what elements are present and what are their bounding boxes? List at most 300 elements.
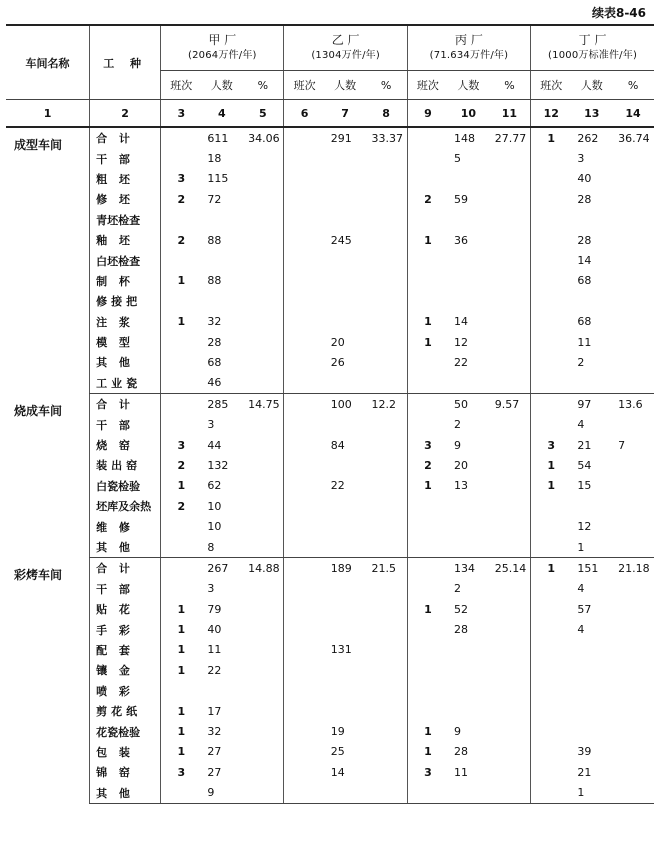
percent-cell (612, 619, 654, 639)
table-row (6, 291, 654, 311)
percent-cell: 7 (618, 438, 626, 452)
count-cell: 10 (207, 520, 222, 534)
percent-cell (365, 599, 407, 619)
count-cell: 19 (330, 725, 345, 739)
percent-cell (489, 169, 531, 189)
percent-cell (365, 496, 407, 516)
shift-cell (284, 558, 325, 579)
percent-cell (489, 148, 531, 168)
job-name: 手 彩 (90, 619, 161, 639)
job-name: 釉 坯 (90, 230, 161, 250)
count-cell: 151 (577, 561, 599, 575)
percent-cell (489, 619, 531, 639)
percent-cell (489, 455, 531, 475)
count-cell: 9 (454, 725, 462, 739)
count-cell: 22 (330, 479, 345, 493)
percent-cell (489, 230, 531, 250)
shift-cell (407, 271, 448, 291)
count-cell (448, 291, 489, 311)
job-name: 锦 窑 (90, 762, 161, 782)
percent-cell: 9.57 (494, 397, 520, 411)
percent-cell (489, 742, 531, 762)
percent-cell (365, 312, 407, 332)
shift-cell (531, 414, 572, 434)
column-number: 4 (201, 100, 242, 128)
job-name: 青坯检查 (90, 210, 161, 230)
count-cell (201, 681, 242, 701)
count-cell: 2 (577, 355, 585, 369)
percent-cell (365, 579, 407, 599)
percent-cell: 34.06 (248, 131, 280, 145)
column-number: 12 (531, 100, 572, 128)
shift-cell: 1 (531, 455, 572, 475)
table-row (6, 496, 654, 516)
count-cell: 148 (454, 131, 476, 145)
percent-cell (365, 169, 407, 189)
count-cell (571, 640, 612, 660)
percent-cell (242, 291, 284, 311)
count-cell (325, 619, 366, 639)
count-cell (448, 516, 489, 536)
shift-cell: 3 (161, 169, 202, 189)
percent-cell (489, 435, 531, 455)
shift-cell (531, 516, 572, 536)
percent-cell (365, 352, 407, 372)
count-cell: 32 (207, 315, 222, 329)
table-row (6, 230, 654, 250)
count-cell: 21 (577, 765, 592, 779)
percent-cell (242, 579, 284, 599)
percent-cell (489, 681, 531, 701)
percent-cell (242, 435, 284, 455)
percent-cell (242, 660, 284, 680)
percent-cell (242, 148, 284, 168)
shift-cell: 3 (161, 435, 202, 455)
percent-cell (612, 599, 654, 619)
shift-cell (407, 496, 448, 516)
count-cell (448, 169, 489, 189)
percent-cell (612, 537, 654, 558)
table-row (6, 394, 654, 415)
table-row (6, 721, 654, 741)
count-cell (448, 373, 489, 394)
count-cell: 88 (207, 233, 222, 247)
shift-cell (284, 579, 325, 599)
percent-cell (242, 352, 284, 372)
count-cell: 8 (201, 537, 242, 558)
factory-name: 丙 厂 (455, 33, 483, 47)
job-name: 修接把 (90, 291, 161, 311)
percent-cell (365, 230, 407, 250)
shift-cell (284, 210, 325, 230)
percent-cell (612, 291, 654, 311)
count-cell (325, 681, 366, 701)
count-cell (571, 210, 612, 230)
percent-cell (489, 271, 531, 291)
shift-cell (407, 558, 448, 579)
shift-cell (531, 230, 572, 250)
count-cell: 68 (207, 355, 222, 369)
shift-cell: 3 (531, 435, 572, 455)
shift-cell: 1 (161, 721, 202, 741)
shift-cell: 1 (161, 660, 202, 680)
count-cell (325, 783, 366, 804)
count-cell: 14 (454, 315, 469, 329)
factory-capacity: (1000万标准件/年) (548, 50, 638, 61)
shift-cell (407, 169, 448, 189)
count-cell (448, 271, 489, 291)
percent-cell (365, 537, 407, 558)
percent-cell (365, 291, 407, 311)
job-name: 注 浆 (90, 312, 161, 332)
percent-cell: 12.2 (371, 397, 396, 411)
table-row (6, 599, 654, 619)
percent-cell (242, 681, 284, 701)
percent-cell: 33.37 (371, 131, 403, 145)
count-cell: 10 (207, 499, 222, 513)
count-cell: 39 (577, 745, 592, 759)
job-name: 贴 花 (90, 599, 161, 619)
count-cell: 11 (577, 335, 592, 349)
shift-col-header: 班次 (284, 71, 325, 100)
percent-cell: 27.77 (494, 131, 527, 145)
shift-cell (284, 599, 325, 619)
count-cell (325, 189, 366, 209)
table-row (6, 701, 654, 721)
workshop-header: 车间名称 (6, 25, 90, 100)
percent-cell (489, 496, 531, 516)
shift-cell (284, 394, 325, 415)
shift-cell (407, 210, 448, 230)
count-cell: 4 (577, 582, 585, 596)
count-cell: 88 (207, 274, 222, 288)
percent-cell (612, 783, 654, 804)
shift-cell (161, 558, 202, 579)
factory-capacity: (2064万件/年) (188, 50, 257, 61)
column-number: 9 (407, 100, 448, 128)
table-row (6, 250, 654, 270)
column-number: 8 (365, 100, 407, 128)
count-cell: 4 (577, 623, 585, 637)
table-row (6, 660, 654, 680)
percent-cell (242, 537, 284, 558)
workshop-name: 成型车间 (14, 138, 63, 152)
shift-cell (531, 271, 572, 291)
percent-cell (242, 516, 284, 536)
percent-cell (365, 476, 407, 496)
shift-cell (284, 701, 325, 721)
percent-cell: 25.14 (494, 561, 527, 575)
percent-cell (489, 210, 531, 230)
percent-cell (365, 189, 407, 209)
shift-cell (161, 332, 202, 352)
factory-header-d (531, 25, 654, 71)
percent-cell (489, 332, 531, 352)
percent-cell (365, 250, 407, 270)
percent-cell (489, 250, 531, 270)
percent-cell (489, 312, 531, 332)
shift-cell: 1 (161, 599, 202, 619)
count-cell (201, 291, 242, 311)
job-name: 配 套 (90, 640, 161, 660)
count-cell: 115 (207, 172, 229, 186)
percent-cell: 14.75 (248, 397, 280, 411)
column-number: 6 (284, 100, 325, 128)
count-cell: 22 (454, 355, 469, 369)
count-col-header: 人数 (448, 71, 489, 100)
percent-cell (612, 660, 654, 680)
shift-cell (531, 291, 572, 311)
factory-capacity: (71.634万件/年) (429, 50, 509, 61)
count-cell: 1 (571, 537, 612, 558)
shift-cell (407, 640, 448, 660)
table-row (6, 537, 654, 558)
percent-cell: 14.88 (248, 561, 280, 575)
count-cell: 97 (577, 397, 592, 411)
percent-cell (365, 210, 407, 230)
count-cell: 21 (577, 438, 592, 452)
percent-cell (365, 681, 407, 701)
shift-cell: 1 (161, 742, 202, 762)
shift-cell (531, 681, 572, 701)
percent-cell (242, 312, 284, 332)
factory-header-b (284, 25, 407, 71)
percent-cell (365, 271, 407, 291)
count-cell (325, 250, 366, 270)
shift-cell (407, 127, 448, 148)
shift-cell (284, 148, 325, 168)
count-cell: 44 (207, 438, 222, 452)
shift-cell (531, 660, 572, 680)
percent-cell (242, 455, 284, 475)
percent-cell (612, 271, 654, 291)
shift-cell: 1 (407, 599, 448, 619)
percent-cell (365, 783, 407, 804)
job-name: 白瓷检验 (90, 476, 161, 496)
shift-cell (161, 210, 202, 230)
count-cell: 3 (207, 418, 215, 432)
percent-cell (242, 599, 284, 619)
job-name: 其 他 (90, 352, 161, 372)
percent-cell (365, 701, 407, 721)
job-name: 制 杯 (90, 271, 161, 291)
count-cell (325, 414, 366, 434)
percent-cell (489, 660, 531, 680)
count-cell: 134 (454, 561, 476, 575)
shift-cell (531, 619, 572, 639)
count-cell (448, 640, 489, 660)
count-cell: 1 (571, 783, 612, 804)
count-cell (571, 721, 612, 741)
shift-cell: 1 (161, 701, 202, 721)
factory-name: 甲 厂 (208, 33, 237, 47)
shift-cell (407, 291, 448, 311)
percent-cell (612, 721, 654, 741)
shift-cell: 1 (407, 332, 448, 352)
shift-cell (161, 373, 202, 394)
percent-cell (365, 619, 407, 639)
job-name: 烧 窑 (90, 435, 161, 455)
percent-cell (365, 640, 407, 660)
percent-cell (365, 373, 407, 394)
count-cell (325, 516, 366, 536)
count-cell: 12 (454, 335, 469, 349)
count-cell (448, 701, 489, 721)
percent-cell (612, 681, 654, 701)
percent-cell (612, 742, 654, 762)
percent-col-header: % (612, 71, 654, 100)
table-row (6, 558, 654, 579)
count-cell: 18 (207, 152, 222, 166)
shift-cell (284, 373, 325, 394)
table-row (6, 210, 654, 230)
count-cell: 611 (207, 131, 229, 145)
shift-cell (407, 619, 448, 639)
shift-cell (407, 660, 448, 680)
percent-cell (489, 476, 531, 496)
job-name: 干 部 (90, 148, 161, 168)
shift-cell (284, 742, 325, 762)
percent-cell (612, 496, 654, 516)
table-row (6, 127, 654, 148)
shift-cell (284, 619, 325, 639)
shift-cell (531, 496, 572, 516)
percent-col-header: % (242, 71, 284, 100)
column-number: 13 (571, 100, 612, 128)
count-cell (325, 455, 366, 475)
shift-cell (531, 189, 572, 209)
count-cell: 267 (207, 561, 229, 575)
table-row (6, 373, 654, 394)
percent-cell (489, 373, 531, 394)
shift-cell: 2 (407, 455, 448, 475)
shift-cell (284, 455, 325, 475)
count-cell (571, 701, 612, 721)
percent-cell (612, 516, 654, 536)
percent-cell (242, 373, 284, 394)
count-cell (571, 681, 612, 701)
shift-cell (531, 332, 572, 352)
shift-cell (161, 414, 202, 434)
shift-cell (284, 250, 325, 270)
shift-cell: 2 (161, 230, 202, 250)
shift-cell (407, 681, 448, 701)
shift-cell (407, 373, 448, 394)
count-cell: 57 (577, 602, 592, 616)
table-row (6, 762, 654, 782)
shift-col-header: 班次 (407, 71, 448, 100)
count-cell: 5 (454, 152, 462, 166)
shift-cell (284, 127, 325, 148)
shift-cell: 2 (407, 189, 448, 209)
count-cell: 28 (577, 192, 592, 206)
shift-cell: 1 (407, 721, 448, 741)
count-cell (448, 660, 489, 680)
shift-cell (161, 127, 202, 148)
percent-cell: 21.5 (371, 561, 396, 575)
shift-cell (531, 640, 572, 660)
count-cell: 62 (207, 479, 222, 493)
count-cell: 291 (330, 131, 352, 145)
table-row (6, 619, 654, 639)
column-number: 14 (612, 100, 654, 128)
count-cell: 2 (454, 418, 462, 432)
percent-cell (489, 516, 531, 536)
job-name: 剪花纸 (90, 701, 161, 721)
shift-cell (284, 496, 325, 516)
percent-cell (242, 742, 284, 762)
shift-cell (531, 312, 572, 332)
table-row (6, 783, 654, 804)
shift-cell (161, 352, 202, 372)
shift-cell (284, 640, 325, 660)
count-cell: 262 (577, 131, 599, 145)
count-cell: 17 (207, 704, 222, 718)
table-row (6, 516, 654, 536)
job-name: 其 他 (90, 783, 161, 804)
shift-cell (284, 516, 325, 536)
count-cell: 4 (577, 418, 585, 432)
shift-cell: 2 (161, 455, 202, 475)
count-cell: 27 (207, 745, 222, 759)
percent-cell (242, 271, 284, 291)
table-row (6, 148, 654, 168)
count-cell (325, 579, 366, 599)
count-cell: 28 (454, 623, 469, 637)
count-cell (325, 701, 366, 721)
factory-name: 乙 厂 (331, 33, 360, 47)
table-row (6, 414, 654, 434)
shift-cell (407, 783, 448, 804)
count-cell (571, 291, 612, 311)
table-row (6, 189, 654, 209)
table-row (6, 476, 654, 496)
shift-cell (531, 373, 572, 394)
count-cell: 28 (207, 335, 222, 349)
percent-cell (365, 435, 407, 455)
count-cell: 59 (454, 192, 469, 206)
shift-cell (531, 599, 572, 619)
column-number: 11 (489, 100, 531, 128)
job-name: 合 计 (90, 127, 161, 148)
shift-cell (284, 169, 325, 189)
shift-cell (407, 537, 448, 558)
table-row (6, 435, 654, 455)
shift-cell (531, 352, 572, 372)
count-cell: 50 (454, 397, 469, 411)
factory-header-a (161, 25, 284, 71)
shift-cell: 1 (531, 558, 572, 579)
shift-cell (284, 783, 325, 804)
count-col-header: 人数 (201, 71, 242, 100)
shift-cell: 3 (161, 762, 202, 782)
shift-cell (531, 762, 572, 782)
percent-cell (612, 210, 654, 230)
count-cell: 131 (330, 643, 352, 657)
shift-cell: 1 (161, 271, 202, 291)
count-cell (448, 210, 489, 230)
count-cell: 13 (454, 479, 469, 493)
job-name: 修 坯 (90, 189, 161, 209)
workshop-name: 烧成车间 (14, 403, 63, 418)
shift-cell (284, 537, 325, 558)
count-cell (325, 210, 366, 230)
percent-cell (242, 332, 284, 352)
percent-cell (489, 762, 531, 782)
percent-cell (242, 762, 284, 782)
column-number: 7 (325, 100, 366, 128)
count-cell (325, 537, 366, 558)
